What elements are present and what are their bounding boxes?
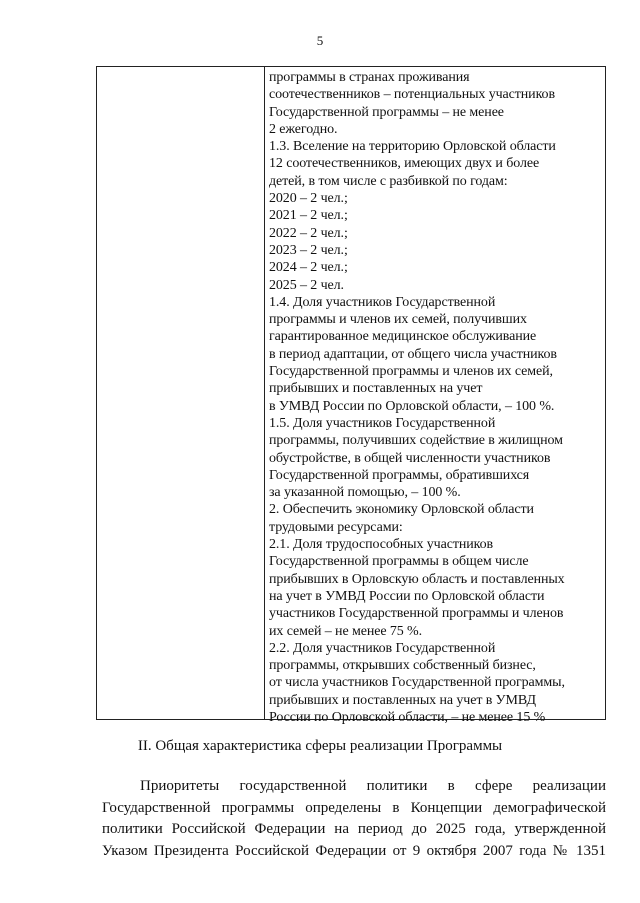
cell-line: прибывших и поставленных на учет в УМВД	[269, 692, 536, 708]
cell-line: от числа участников Государственной программы,	[269, 675, 565, 691]
indicators-table	[96, 66, 606, 725]
table-right-cell	[269, 69, 603, 726]
paragraph-line: Приоритеты государственной политики в сфере реализации	[140, 778, 606, 794]
cell-line: 2 ежегодно.	[269, 121, 338, 137]
cell-line: трудовыми ресурсами:	[269, 519, 403, 535]
cell-line: обустройстве, в общей численности участников	[269, 450, 551, 466]
paragraph-line: политики Российской Федерации на период до 2025 года, утвержденной	[102, 821, 606, 837]
cell-line: на учет в УМВД России по Орловской области	[269, 588, 545, 604]
cell-line: Государственной программы – не менее	[269, 104, 504, 120]
cell-line: в период адаптации, от общего числа участников	[269, 346, 557, 362]
cell-line: 12 соотечественников, имеющих двух и более	[269, 156, 540, 172]
cell-line: детей, в том числе с разбивкой по годам:	[269, 173, 508, 189]
cell-line: Государственной программы в общем числе	[269, 554, 529, 570]
cell-line: в УМВД России по Орловской области, – 100 %.	[269, 398, 555, 414]
cell-line: участников Государственной программы и членов	[269, 606, 564, 622]
cell-line: Государственной программы и членов их семей,	[269, 364, 553, 380]
table-column-divider	[264, 67, 265, 719]
cell-line: 2025 – 2 чел.	[269, 277, 344, 293]
cell-line: программы, получивших содействие в жилищном	[269, 433, 563, 449]
cell-line: программы в странах проживания	[269, 70, 470, 85]
section-heading: II. Общая характеристика сферы реализации Программы	[137, 738, 503, 754]
cell-line: 2024 – 2 чел.;	[269, 260, 348, 276]
cell-line: 1.5. Доля участников Государственной	[269, 415, 496, 431]
cell-line: программы, открывших собственный бизнес,	[269, 658, 536, 674]
cell-line: их семей – не менее 75 %.	[269, 623, 423, 639]
cell-line: соотечественников – потенциальных участников	[269, 87, 555, 103]
cell-line: 2. Обеспечить экономику Орловской области	[269, 502, 534, 518]
cell-line: прибывших и поставленных на учет	[269, 381, 483, 397]
cell-line: 1.3. Вселение на территорию Орловской области	[269, 139, 556, 155]
cell-line: 2.2. Доля участников Государственной	[269, 640, 496, 656]
cell-line: 2.1. Доля трудоспособных участников	[269, 537, 494, 553]
paragraph-line: Указом Президента Российской Федерации от 9 октября 2007 года № 1351	[102, 842, 606, 859]
cell-line: программы и членов их семей, получивших	[269, 312, 527, 328]
cell-line: прибывших в Орловскую область и поставленных	[269, 571, 565, 587]
cell-line: гарантированное медицинское обслуживание	[269, 329, 537, 345]
page-number: 5	[316, 33, 324, 48]
body-paragraph	[102, 776, 606, 862]
cell-line: 1.4. Доля участников Государственной	[269, 294, 496, 310]
cell-line: за указанной помощью, – 100 %.	[269, 485, 461, 501]
paragraph-line: Государственной программы определены в Концепции демографической	[102, 799, 606, 816]
cell-line: 2021 – 2 чел.;	[269, 208, 348, 224]
cell-line: Государственной программы, обратившихся	[269, 467, 530, 483]
cell-line: 2022 – 2 чел.;	[269, 225, 348, 241]
cell-line: России по Орловской области, – не менее 15 %	[269, 709, 546, 725]
cell-line: 2023 – 2 чел.;	[269, 242, 348, 258]
cell-line: 2020 – 2 чел.;	[269, 191, 348, 207]
